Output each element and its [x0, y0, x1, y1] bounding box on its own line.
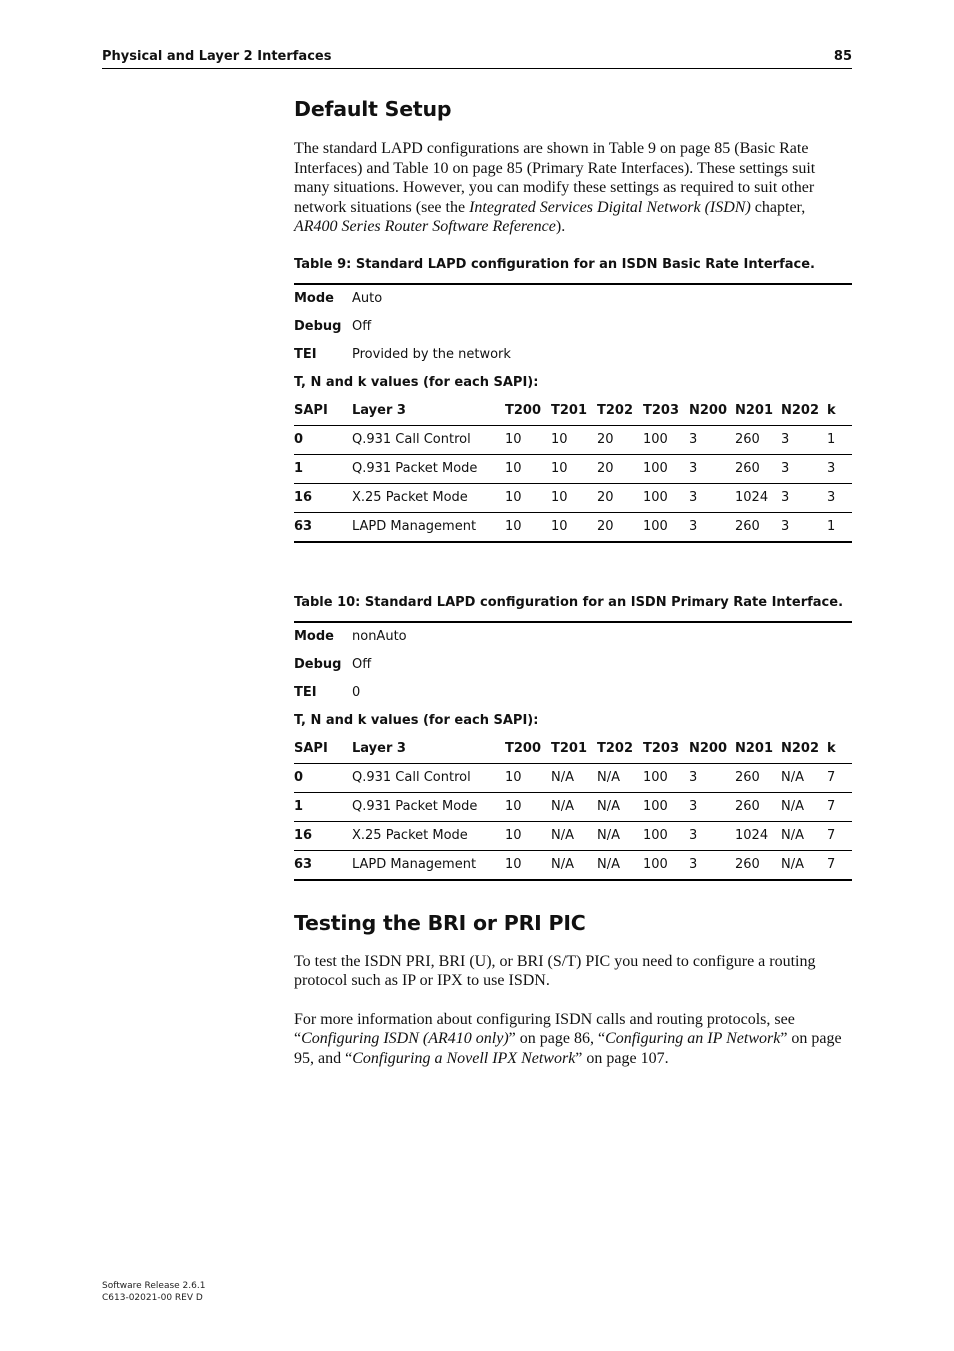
footer-doc-id: C613-02021-00 REV D — [102, 1292, 203, 1303]
table9-caption: Table 9: Standard LAPD configuration for an ISDN Basic Rate Interface. — [294, 256, 815, 272]
table-row: 0 Q.931 Call Control 10 N/A N/A 100 3 260 N/A 7 — [294, 763, 852, 792]
main-content — [294, 97, 852, 1068]
table10-debug-row: Debug Off — [294, 657, 372, 672]
table9-tnk-row: T, N and k values (for each SAPI): — [294, 375, 539, 390]
testing-paragraph-2: For more information about configuring ISDN calls and routing protocols, see “Configuring ISDN (AR410 only)” on page 86, “Configuring an IP Network” on page 95, and “Configuring a Novell IPX Network” on page 107. — [294, 1010, 842, 1067]
testing-paragraph-1: To test the ISDN PRI, BRI (U), or BRI (S/T) PIC you need to configure a routing protocol such as IP or IPX to use ISDN. — [294, 952, 816, 989]
table10-caption: Table 10: Standard LAPD configuration for an ISDN Primary Rate Interface. — [294, 594, 844, 610]
table9-header-row: SAPI Layer 3 T200 T201 T202 T203 N200 N201 N202 k — [294, 397, 852, 426]
default-setup-paragraph: The standard LAPD configurations are shown in Table 9 on page 85 (Basic Rate Interfaces) and Table 10 on page 85 (Primary Rate Interfaces). These settings suit many situations. However, you can modify these settings as required to suit other network situations (see the Integrated Services Digital Network (ISDN) chapter, AR400 Series Router Software Reference). — [294, 140, 816, 235]
table-row: 16 X.25 Packet Mode 10 N/A N/A 100 3 1024 N/A 7 — [294, 821, 852, 850]
table9 — [294, 283, 852, 543]
table-row: 1 Q.931 Packet Mode 10 10 20 100 3 260 3 3 — [294, 454, 852, 483]
table10-header-row: SAPI Layer 3 T200 T201 T202 T203 N200 N201 N202 k — [294, 735, 852, 764]
table9-mode-row: Mode Auto — [294, 284, 852, 313]
table-row: 63 LAPD Management 10 10 20 100 3 260 3 1 — [294, 512, 852, 542]
page-number: 85 — [833, 49, 852, 64]
running-title: Physical and Layer 2 Interfaces — [102, 49, 332, 64]
table9-tei-row: TEI Provided by the network — [294, 347, 511, 362]
table10-tnk-row: T, N and k values (for each SAPI): — [294, 713, 539, 728]
table-row: 1 Q.931 Packet Mode 10 N/A N/A 100 3 260 N/A 7 — [294, 792, 852, 821]
section-heading-testing: Testing the BRI or PRI PIC — [294, 910, 586, 935]
table-row: 63 LAPD Management 10 N/A N/A 100 3 260 N/A 7 — [294, 850, 852, 880]
table9-debug-row: Debug Off — [294, 319, 372, 334]
page-header — [102, 48, 852, 69]
table-row: 0 Q.931 Call Control 10 10 20 100 3 260 3 1 — [294, 425, 852, 454]
section-heading-default-setup: Default Setup — [294, 97, 452, 121]
table10-tei-row: TEI 0 — [294, 685, 361, 700]
footer-release: Software Release 2.6.1 — [102, 1281, 206, 1291]
table-row: 16 X.25 Packet Mode 10 10 20 100 3 1024 3 3 — [294, 483, 852, 512]
table10-mode-row: Mode nonAuto — [294, 622, 852, 651]
page-footer — [102, 1281, 205, 1304]
table10 — [294, 621, 852, 881]
